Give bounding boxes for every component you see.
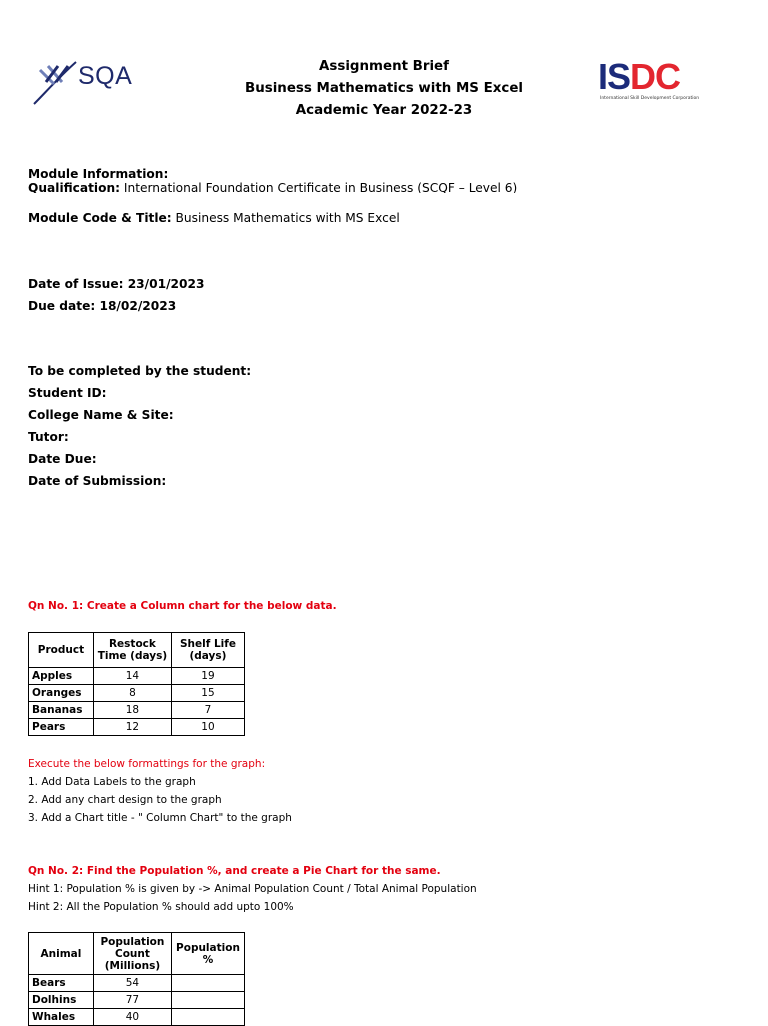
table-row (29, 975, 245, 992)
date-of-issue: Date of Issue: 23/01/2023 (28, 277, 205, 291)
q2-table (28, 932, 245, 1026)
q1-cell: Bananas (29, 702, 94, 719)
q2-cell: 54 (93, 975, 171, 992)
qualification-label: Qualification: (28, 181, 121, 193)
student-intro: To be completed by the student: (28, 364, 252, 378)
isdc-logo-is: IS (598, 56, 631, 97)
q1-cell: 12 (93, 719, 171, 736)
q1-header-product: Product (29, 633, 94, 668)
q2-cell: 77 (93, 992, 171, 1009)
q1-step-2: 2. Add any chart design to the graph (28, 794, 222, 806)
q1-step-3: 3. Add a Chart title - " Column Chart" to the graph (28, 812, 292, 824)
q2-hint-1: Hint 1: Population % is given by -> Animal Population Count / Total Animal Population (28, 883, 477, 895)
q1-cell: 14 (93, 668, 171, 685)
q1-header-restock: Restock Time (days) (93, 633, 171, 668)
q1-cell: 8 (93, 685, 171, 702)
module-info-heading: Module Information: (28, 167, 169, 181)
q1-cell: Apples (29, 668, 94, 685)
q2-cell: Dolhins (29, 992, 94, 1009)
q1-header-shelf: Shelf Life (days) (171, 633, 244, 668)
q1-cell: 18 (93, 702, 171, 719)
q2-cell: 40 (93, 1009, 171, 1026)
q2-cell (171, 975, 244, 992)
date-due-field: Date Due: (28, 452, 97, 466)
module-code-label: Module Code & Title: (28, 211, 172, 225)
q2-header-count: Population Count (Millions) (93, 933, 171, 975)
student-id-field: Student ID: (28, 386, 107, 400)
module-code-value: Business Mathematics with MS Excel (175, 211, 400, 225)
table-row (29, 992, 245, 1009)
q2-header-animal: Animal (29, 933, 94, 975)
sqa-logo-text: SQA (78, 62, 133, 90)
q2-cell: Whales (29, 1009, 94, 1026)
college-field: College Name & Site: (28, 408, 174, 422)
q2-cell (171, 1009, 244, 1026)
table-row (29, 685, 245, 702)
due-date: Due date: 18/02/2023 (28, 299, 177, 313)
table-row (29, 668, 245, 685)
q1-step-1: 1. Add Data Labels to the graph (28, 776, 196, 788)
title-line-3: Academic Year 2022-23 (295, 103, 473, 118)
title-line-2: Business Mathematics with MS Excel (244, 81, 524, 96)
sqa-logo (32, 56, 144, 108)
isdc-logo (598, 56, 702, 106)
q2-heading: Qn No. 2: Find the Population %, and create a Pie Chart for the same. (28, 865, 441, 877)
q1-cell: 19 (171, 668, 244, 685)
isdc-tagline: International Skill Development Corporation (600, 96, 700, 101)
tutor-field: Tutor: (28, 430, 69, 444)
q1-table (28, 632, 245, 736)
table-row (29, 1009, 245, 1026)
q1-cell: Oranges (29, 685, 94, 702)
module-code-line (28, 211, 400, 225)
table-row (29, 719, 245, 736)
qualification-value: International Foundation Certificate in Business (SCQF – Level 6) (123, 181, 518, 193)
submission-date-field: Date of Submission: (28, 474, 167, 488)
isdc-logo-dc: DC (630, 56, 681, 97)
q2-header-percent: Population % (171, 933, 244, 975)
header-title (200, 56, 568, 122)
table-row (29, 702, 245, 719)
qualification-line (28, 181, 517, 193)
q1-cell: Pears (29, 719, 94, 736)
q2-hint-2: Hint 2: All the Population % should add upto 100% (28, 901, 294, 913)
q1-cell: 15 (171, 685, 244, 702)
q1-cell: 10 (171, 719, 244, 736)
q2-cell: Bears (29, 975, 94, 992)
q1-format-heading: Execute the below formattings for the graph: (28, 758, 266, 770)
q2-cell (171, 992, 244, 1009)
q1-cell: 7 (171, 702, 244, 719)
title-line-1: Assignment Brief (319, 59, 449, 74)
q1-heading: Qn No. 1: Create a Column chart for the below data. (28, 600, 337, 612)
